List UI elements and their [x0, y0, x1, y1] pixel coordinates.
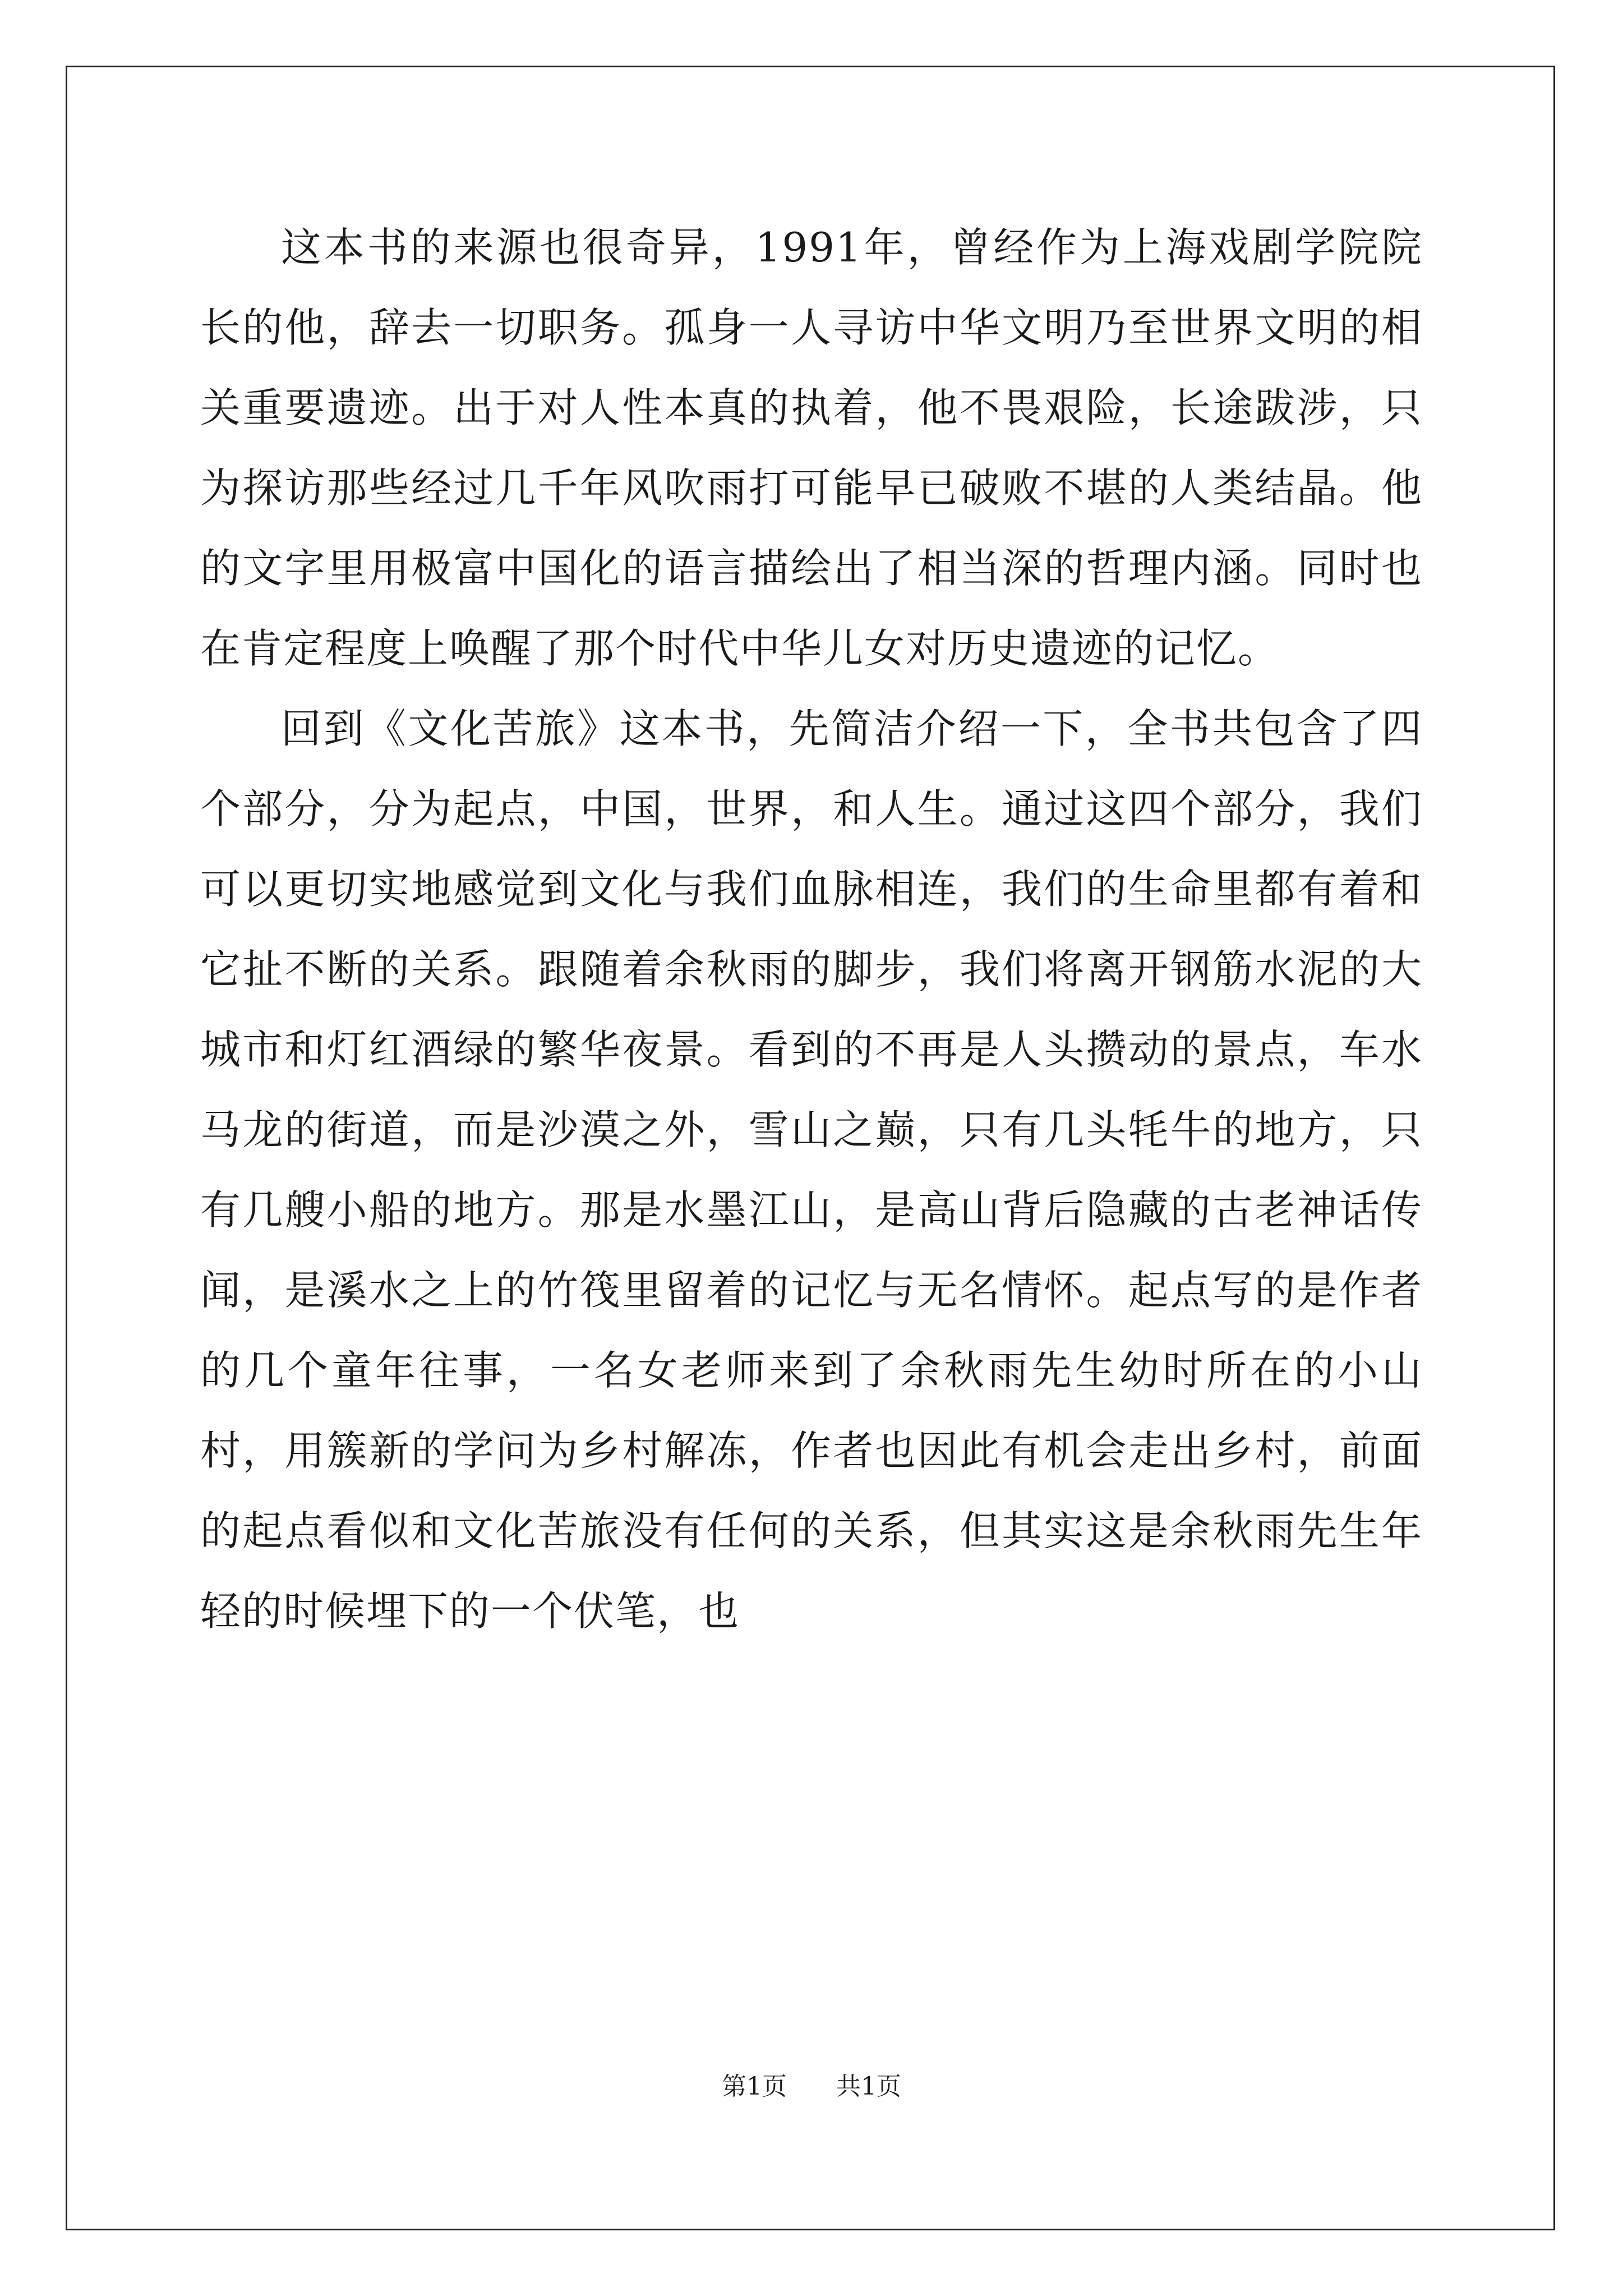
- page-footer: [0, 2070, 1623, 2104]
- page-total: 共1页: [836, 2072, 901, 2101]
- page-number: 第1页: [722, 2072, 787, 2101]
- paragraph-2: 回到《文化苦旅》这本书，先简洁介绍一下，全书共包含了四个部分，分为起点，中国，世界，和人生。通过这四个部分，我们可以更切实地感觉到文化与我们血脉相连，我们的生命里都有着和它扯不断的关系。跟随着余秋雨的脚步，我们将离开钢筋水泥的大城市和灯红酒绿的繁华夜景。看到的不再是人头攒动的景点，车水马龙的街道，而是沙漠之外，雪山之巅，只有几头牦牛的地方，只有几艘小船的地方。那是水墨江山，是高山背后隐藏的古老神话传闻，是溪水之上的竹筏里留着的记忆与无名情怀。起点写的是作者的几个童年往事，一名女老师来到了余秋雨先生幼时所在的小山村，用簇新的学问为乡村解冻，作者也因此有机会走出乡村，前面的起点看似和文化苦旅没有任何的关系，但其实这是余秋雨先生年轻的时候埋下的一个伏笔，也: [200, 705, 1423, 1635]
- document-body: [200, 208, 1423, 1651]
- paragraph-1: 这本书的来源也很奇异，1991年，曾经作为上海戏剧学院院长的他，辞去一切职务。孤身一人寻访中华文明乃至世界文明的相关重要遗迹。出于对人性本真的执着，他不畏艰险，长途跋涉，只为探访那些经过几千年风吹雨打可能早已破败不堪的人类结晶。他的文字里用极富中国化的语言描绘出了相当深的哲理内涵。同时也在肯定程度上唤醒了那个时代中华儿女对历史遗迹的记忆。: [200, 224, 1423, 672]
